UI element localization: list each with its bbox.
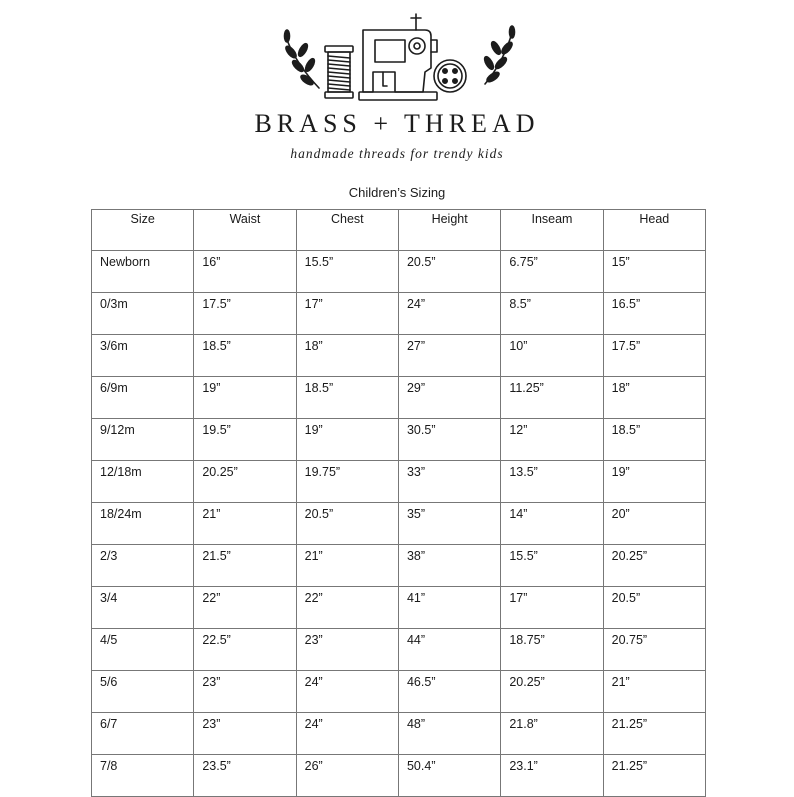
table-cell-head: 20.25” [603,545,705,587]
table-cell-height: 33” [398,461,500,503]
table-cell-height: 24” [398,293,500,335]
table-cell-size: 5/6 [92,671,194,713]
table-cell-height: 20.5” [398,251,500,293]
table-cell-chest: 18.5” [296,377,398,419]
table-cell-head: 18.5” [603,419,705,461]
column-header-height: Height [398,210,500,251]
table-cell-size: 2/3 [92,545,194,587]
table-cell-size: 7/8 [92,755,194,797]
table-row [92,503,706,545]
table-cell-head: 20.5” [603,587,705,629]
table-cell-size: 6/9m [92,377,194,419]
table-cell-chest: 19” [296,419,398,461]
thread-spool-icon [325,46,353,98]
table-row [92,251,706,293]
table-cell-waist: 19” [194,377,296,419]
laurel-sprig-left-icon [284,30,319,88]
table-row [92,335,706,377]
table-cell-size: 6/7 [92,713,194,755]
table-cell-head: 19” [603,461,705,503]
table-title: Children’s Sizing [348,185,446,200]
table-cell-waist: 22.5” [194,629,296,671]
table-cell-size: 3/6m [92,335,194,377]
table-cell-height: 35” [398,503,500,545]
table-cell-size: 12/18m [92,461,194,503]
table-cell-height: 44” [398,629,500,671]
logo-illustration [275,10,525,102]
table-cell-head: 21.25” [603,755,705,797]
table-cell-inseam: 15.5” [501,545,603,587]
table-cell-size: 18/24m [92,503,194,545]
table-cell-height: 38” [398,545,500,587]
table-cell-chest: 20.5” [296,503,398,545]
table-cell-chest: 21” [296,545,398,587]
table-cell-waist: 18.5” [194,335,296,377]
table-row [92,713,706,755]
laurel-sprig-right-icon [483,26,515,84]
table-cell-waist: 23.5” [194,755,296,797]
table-cell-inseam: 12” [501,419,603,461]
table-cell-head: 21” [603,671,705,713]
table-cell-chest: 23” [296,629,398,671]
table-cell-inseam: 17” [501,587,603,629]
table-row [92,461,706,503]
table-cell-height: 41” [398,587,500,629]
table-row [92,377,706,419]
table-cell-chest: 17” [296,293,398,335]
table-cell-waist: 22” [194,587,296,629]
table-cell-height: 27” [398,335,500,377]
table-cell-chest: 15.5” [296,251,398,293]
sewing-machine-icon [359,14,437,100]
table-cell-chest: 24” [296,713,398,755]
table-header-row [92,210,706,251]
table-cell-size: 4/5 [92,629,194,671]
table-cell-chest: 19.75” [296,461,398,503]
table-row [92,671,706,713]
table-cell-chest: 26” [296,755,398,797]
table-cell-chest: 24” [296,671,398,713]
button-icon [434,60,466,92]
table-cell-height: 50.4” [398,755,500,797]
table-cell-height: 30.5” [398,419,500,461]
table-cell-size: 9/12m [92,419,194,461]
table-cell-size: 0/3m [92,293,194,335]
table-cell-inseam: 11.25” [501,377,603,419]
table-cell-inseam: 18.75” [501,629,603,671]
table-cell-chest: 22” [296,587,398,629]
brand-name: BRASS + THREAD [254,109,540,138]
table-cell-inseam: 10” [501,335,603,377]
table-cell-head: 20.75” [603,629,705,671]
table-cell-height: 29” [398,377,500,419]
table-cell-waist: 17.5” [194,293,296,335]
table-cell-head: 20” [603,503,705,545]
table-row [92,587,706,629]
table-row [92,419,706,461]
table-row [92,755,706,797]
table-cell-size: 3/4 [92,587,194,629]
sizing-table [91,209,706,797]
table-cell-head: 15” [603,251,705,293]
table-cell-inseam: 21.8” [501,713,603,755]
table-cell-height: 46.5” [398,671,500,713]
table-cell-waist: 19.5” [194,419,296,461]
table-row [92,545,706,587]
table-cell-waist: 23” [194,671,296,713]
brand-tagline: handmade threads for trendy kids [290,146,504,161]
table-cell-inseam: 14” [501,503,603,545]
table-cell-waist: 20.25” [194,461,296,503]
table-cell-size: Newborn [92,251,194,293]
table-cell-inseam: 23.1” [501,755,603,797]
table-cell-waist: 21.5” [194,545,296,587]
table-cell-head: 21.25” [603,713,705,755]
table-cell-waist: 21” [194,503,296,545]
table-cell-waist: 23” [194,713,296,755]
column-header-head: Head [603,210,705,251]
column-header-size: Size [92,210,194,251]
table-cell-inseam: 13.5” [501,461,603,503]
table-cell-waist: 16” [194,251,296,293]
table-cell-inseam: 20.25” [501,671,603,713]
table-cell-head: 16.5” [603,293,705,335]
table-row [92,629,706,671]
table-row [92,293,706,335]
column-header-chest: Chest [296,210,398,251]
column-header-waist: Waist [194,210,296,251]
table-cell-height: 48” [398,713,500,755]
table-cell-head: 18” [603,377,705,419]
table-cell-inseam: 6.75” [501,251,603,293]
table-cell-head: 17.5” [603,335,705,377]
column-header-inseam: Inseam [501,210,603,251]
table-cell-inseam: 8.5” [501,293,603,335]
table-cell-chest: 18” [296,335,398,377]
